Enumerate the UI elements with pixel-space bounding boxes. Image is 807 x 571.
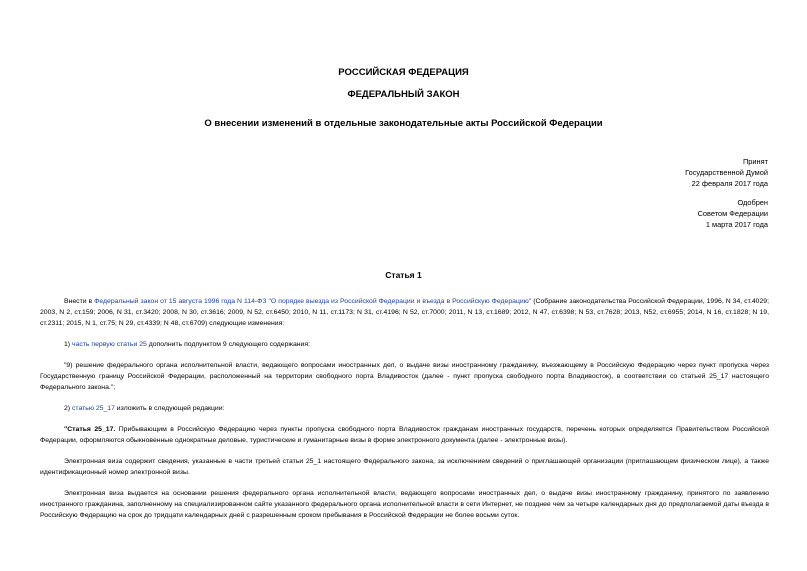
article-25-17-label: "Статья 25_17. [64, 426, 116, 433]
intro-paragraph [40, 296, 769, 329]
adoption-date: 22 февраля 2017 года [691, 179, 768, 188]
item-1-text: дополнить подпунктом 9 следующего содержания: [146, 341, 310, 348]
adoption-block [685, 156, 768, 189]
item-2-text: изложить в следующей редакции: [114, 405, 225, 412]
article-25-17-link[interactable]: статью 25_17 [72, 405, 115, 412]
item-1-paragraph [40, 339, 769, 350]
article-heading: Статья 1 [385, 270, 422, 280]
adoption-label: Принят [742, 157, 768, 166]
law-title: О внесении изменений в отдельные законодательные акты Российской Федерации [204, 118, 603, 129]
article-25-17-paragraph [40, 424, 769, 446]
approval-label: Одобрен [737, 198, 768, 207]
article-25-link[interactable]: часть первую статьи 25 [72, 341, 147, 348]
item-2-paragraph [40, 403, 769, 414]
federal-law-link[interactable]: Федеральный закон от 15 августа 1996 года N 114-ФЗ "О порядке выезда из Российской Федерации и въезда в Российскую Федерацию" [94, 298, 532, 305]
visa-issuance-paragraph: Электронная виза выдается на основании решения федерального органа исполнительной власти, ведающего вопросами иностранных дел, о выдаче визы иностранному гражданину, принятого по заявлению иностранного гражданина, заполненному на специализированном сайте указанного федерального органа исполнительной власти в сети Интернет, не позднее чем за четыре календарных дня до предполагаемой даты въезда в Российскую Федерацию на срок до тридцати календарных дней с разрешенным сроком пребывания в Российской Федерации не более восьми суток. [40, 490, 769, 519]
item-1-number: 1) [64, 341, 72, 348]
country-heading: РОССИЙСКАЯ ФЕДЕРАЦИЯ [338, 67, 469, 78]
item-1-quote: "9) решение федерального органа исполнительной власти, ведающего вопросами иностранных дел, о выдаче визы иностранному гражданину, въезжающему в Российскую Федерацию через пункт пропуска через Государственную границу Российской Федерации, расположенный на территории свободного порта Владивосток (далее - пункт пропуска свободного порта Владивосток), в соответствии со статьей 25_17 настоящего Федерального закона."; [40, 362, 769, 391]
intro-before: Внести в [64, 298, 95, 305]
approval-body: Советом Федерации [697, 209, 768, 218]
approval-block [698, 197, 768, 230]
approval-date: 1 марта 2017 года [705, 220, 768, 229]
item-2-number: 2) [64, 405, 72, 412]
intro-after: (Собрание законодательства Российской Федерации, 1996, N 34, ст.4029; 2003, N 2, ст.159; 2006, N 31, ст.3420; 2008, N 30, ст.3616; 2009, N 52, ст.6450; 2010, N 11, ст.1173; N 31, ст.4196; N 52, ст.7000; 2011, N 13, ст.1689; 2012, N 47, ст.6398; N 53, ст.7628; 2013, N52, ст.6955; 2014, N 16, ст.1828; N 19, ст.2311; 2015, N 1, ст.75; N 29, ст.4339; N 48, ст.6709) следующие изменения: [40, 298, 770, 327]
adoption-body: Государственной Думой [685, 168, 768, 177]
article-body [40, 296, 769, 521]
article-25-17-text: Прибывающим в Российскую Федерацию через пункты пропуска свободного порта Владивосток гражданам иностранных государств, перечень которых определяется Правительством Российской Федерации, оформляются обыкновенные однократные деловые, туристические и гуманитарные визы в форме электронного документа (далее - электронные визы). [40, 426, 769, 444]
visa-contents-paragraph: Электронная виза содержит сведения, указанные в части третьей статьи 25_1 настоящего Федерального закона, за исключением сведений о приглашающей организации (приглашающем физическом лице), а также идентификационный номер электронной визы. [40, 458, 769, 476]
document-type-heading: ФЕДЕРАЛЬНЫЙ ЗАКОН [347, 89, 460, 100]
